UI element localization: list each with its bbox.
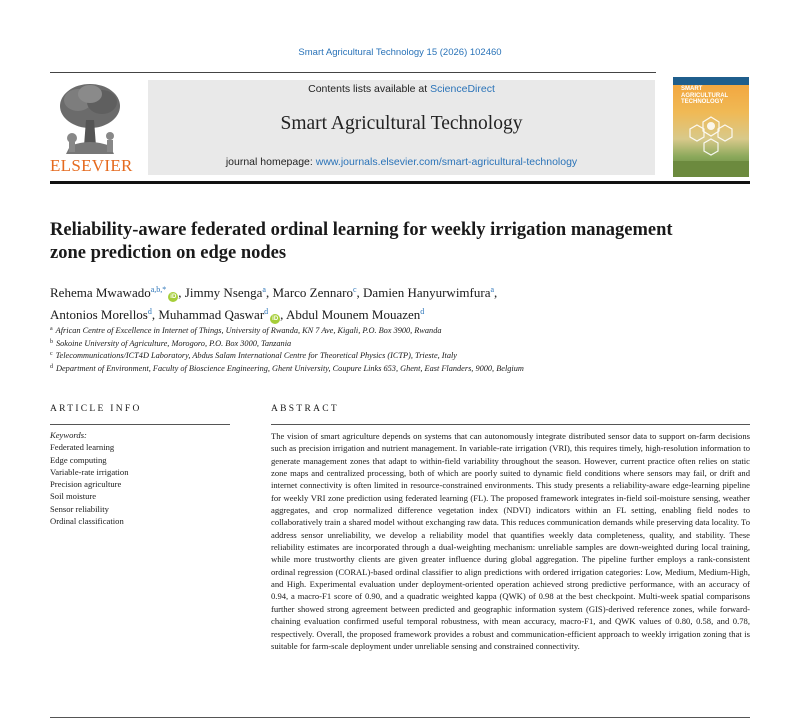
- author-separator: ,: [151, 307, 159, 322]
- journal-citation[interactable]: Smart Agricultural Technology 15 (2026) 102460: [298, 47, 502, 58]
- author-affiliation-marker[interactable]: a: [262, 285, 266, 294]
- keywords-label: Keywords:: [50, 430, 87, 440]
- author-name[interactable]: Rehema Mwawado: [50, 285, 151, 300]
- author-affiliation-marker[interactable]: a: [490, 285, 495, 294]
- keyword-item[interactable]: Edge computing: [50, 454, 107, 465]
- author-entry: [50, 307, 158, 322]
- cover-title: SMART AGRICULTURAL TECHNOLOGY: [681, 86, 729, 105]
- journal-homepage-link[interactable]: www.journals.elsevier.com/smart-agricultural-technology: [315, 156, 578, 168]
- affiliation-text: Department of Environment, Faculty of Bioscience Engineering, Ghent University, Coupure Links 653, Ghent, East Flanders, 9000, Belgium: [56, 364, 524, 374]
- author-entry: [50, 285, 185, 300]
- keyword-list: [50, 441, 240, 527]
- orcid-icon[interactable]: iD: [272, 316, 279, 322]
- author-separator: ,: [280, 307, 286, 322]
- keyword-item[interactable]: Federated learning: [50, 442, 115, 453]
- article-title: Reliability-aware federated ordinal learning for weekly irrigation management zone prediction on edge nodes: [50, 220, 673, 263]
- contents-line: [148, 83, 655, 95]
- author-entry: [185, 285, 273, 300]
- author-separator: ,: [494, 285, 498, 300]
- keyword-item[interactable]: Sensor reliability: [50, 503, 109, 514]
- homepage-line: [148, 156, 655, 168]
- author-separator: ,: [178, 285, 185, 300]
- affiliation-item: [50, 337, 750, 350]
- affiliation-item: [50, 362, 750, 375]
- keyword-item[interactable]: Soil moisture: [50, 491, 97, 502]
- author-entry: [272, 285, 363, 300]
- article-info-rule: [50, 424, 230, 425]
- affiliation-text: Sokoine University of Agriculture, Morogoro, P.O. Box 3000, Tanzania: [56, 338, 292, 348]
- author-name[interactable]: Damien Hanyurwimfura: [363, 285, 491, 300]
- masthead-top-rule: [50, 72, 656, 73]
- author-name[interactable]: Abdul Mounem Mouazen: [285, 307, 421, 322]
- journal-masthead: [148, 80, 655, 175]
- author-name[interactable]: Antonios Morellos: [50, 307, 148, 322]
- article-info-heading: ARTICLE INFO: [50, 404, 142, 414]
- affiliation-key: c: [50, 351, 53, 358]
- affiliation-key: a: [50, 326, 53, 332]
- author-affiliation-marker[interactable]: d: [420, 307, 425, 316]
- affiliation-item: [50, 349, 750, 362]
- masthead-bottom-rule: [50, 181, 750, 184]
- elsevier-logo[interactable]: [50, 80, 133, 176]
- keyword-item[interactable]: Ordinal classification: [50, 516, 124, 527]
- author-separator: ,: [265, 285, 273, 300]
- abstract-body: The vision of smart agriculture depends on systems that can autonomously integrate distributed sensor data to support on-farm decisions such as precision irrigation and nutrient management. In variable-rate irrigation (VRI), this requires timely, high-resolution information to generate management zones that adapt to within-field variability throughout the season. However, current practice often relies on static zone maps and centralized processing, both of which are poorly suited to dynamic field conditions where sensors may fail, or drift and internet connectivity is often limited in resource-constrained environments. This study presents a reliability-aware edge-learning pipeline for weekly VRI zone prediction using federated learning (FL). The proposed framework integrates in-field soil-moisture sensing, weather aggregates, and crop normalized difference vegetation index (NDVI) indicators within an FL setting, enabling field nodes to collaboratively train a shared model without exchanging raw data. This reduces communication demands while preserving data locality. To address sensor unreliability, we develop a reliability model that quantifies weekly data completeness, quality, and stability. These reliability estimates are incorporated through a dual-weighting mechanism: unreliable samples are down-weighted during local training, while more trustworthy clients are given greater influence during global aggregation. The pipeline further employs a rank-consistent ordinal regression (CORAL)-based ordinal classifier to align predictions with ordered irrigation categories: Low, Medium, Medium-High, and High. Experimental evaluation under deployment-oriented operation achieved strong predictive performance, with an accuracy of 0.94, a macro-F1 score of 0.90, and a quadratic weighted kappa (QWK) of 0.98 at the best checkpoint. Multi-week spatial comparisons further showed strong agreement between predicted and geographic information system (GIS)-derived reference zones, while forward-chaining evaluation confirmed useful temporal robustness, with mean accuracy, macro-F1, and QWK values of 0.80, 0.58, and 0.78, respectively. Overall, the proposed framework provides a robust and communication-efficient approach to weekly irrigation zoning that is suitable for farm-scale deployment under unreliable sensing and constrained connectivity.: [271, 431, 750, 651]
- affiliation-text: African Centre of Excellence in Internet of Things, University of Rwanda, KN 7 Ave, Kigali, P.O. Box 3900, Rwanda: [55, 326, 442, 335]
- author-name[interactable]: Marco Zennaro: [272, 285, 353, 300]
- keyword-item[interactable]: Precision agriculture: [50, 479, 122, 490]
- journal-name[interactable]: Smart Agricultural Technology: [280, 113, 523, 134]
- author-affiliation-marker[interactable]: a,b,*: [150, 285, 167, 294]
- affiliation-key: b: [50, 338, 53, 345]
- abstract-heading: ABSTRACT: [271, 404, 340, 414]
- keywords-block: [50, 429, 240, 527]
- author-affiliation-marker[interactable]: c: [352, 285, 357, 294]
- orcid-icon[interactable]: iD: [170, 294, 177, 300]
- author-entry: [158, 307, 286, 322]
- journal-cover[interactable]: [673, 77, 749, 177]
- keyword-item[interactable]: Variable-rate irrigation: [50, 466, 129, 477]
- contents-prefix: Contents lists available at: [308, 83, 431, 95]
- abstract-rule: [271, 424, 750, 425]
- affiliation-item: [50, 324, 750, 337]
- sciencedirect-link[interactable]: ScienceDirect: [430, 83, 495, 95]
- author-entry: [286, 307, 424, 322]
- affiliation-key: d: [50, 364, 53, 371]
- page-bottom-rule: [50, 717, 750, 718]
- elsevier-wordmark: ELSEVIER: [50, 156, 133, 175]
- elsevier-tree-emblem: [50, 80, 130, 158]
- author-separator: ,: [356, 285, 364, 300]
- author-name[interactable]: Muhammad Qaswar: [158, 307, 265, 322]
- homepage-prefix: journal homepage:: [225, 156, 316, 168]
- author-name[interactable]: Jimmy Nsenga: [184, 285, 263, 300]
- author-list: [50, 280, 750, 324]
- author-affiliation-marker[interactable]: d: [264, 307, 269, 316]
- author-entry: [363, 285, 497, 300]
- affiliation-list: [50, 324, 750, 375]
- affiliation-text: Telecommunications/ICT4D Laboratory, Abdus Salam International Centre for Theoretical Physics (ICTP), Trieste, Italy: [55, 351, 457, 361]
- author-affiliation-marker[interactable]: d: [147, 307, 152, 316]
